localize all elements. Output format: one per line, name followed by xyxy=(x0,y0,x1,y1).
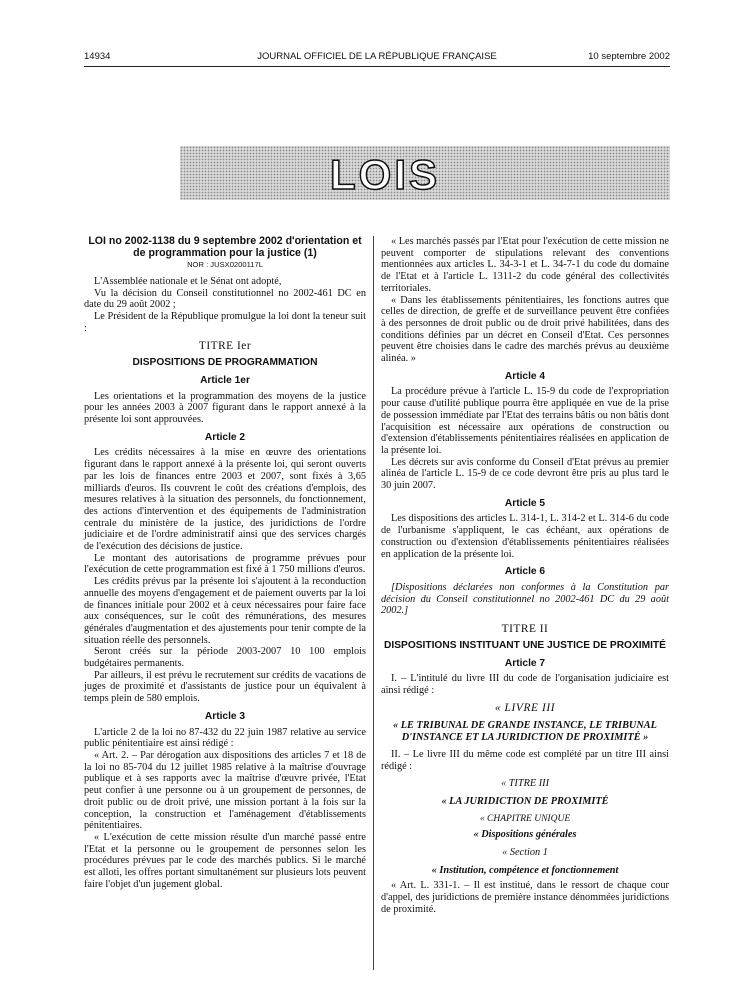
paragraph: Par ailleurs, il est prévu le recrutement sur crédits de vacations de juges de proximité et d'assistants de justice pour un équivalent à temps plein de 580 emplois. xyxy=(84,669,366,705)
paragraph: Les crédits nécessaires à la mise en œuvre des orientations figurant dans le rapport annexé à la présente loi, qui seront ouverts par les lois de finances entre 2003 et 2007, sont fixés à 3,65 milliards d'euros. Ils couvrent le coût des créations d'emplois, des mesures relatives à la situation des personnels, du fonctionnement, des actions d'intervention et des équipements de l'administration centrale du ministère de la justice, des juridictions de l'ordre judiciaire et de l'ordre administratif ainsi que des services chargés de l'exécution des décisions de justice. xyxy=(84,447,366,553)
article-heading: Article 6 xyxy=(504,566,546,578)
titre-heading: « TITRE III xyxy=(500,778,550,790)
paragraph: II. – Le livre III du même code est complété par un titre III ainsi rédigé : xyxy=(381,748,669,772)
section-title: « Institution, compétence et fonctionnement xyxy=(431,864,619,876)
paragraph: L'Assemblée nationale et le Sénat ont adopté, xyxy=(94,275,282,287)
chapitre-title: « Dispositions générales xyxy=(473,829,577,841)
paragraph: Les crédits prévus par la présente loi s'ajoutent à la reconduction annuelle des moyens d'engagement et de paiement ouverts par la loi de finances initiale pour 2002 et à ceux nécessaires pour faire face aux conséquences, sur le coût des rémunérations, des mesures générales d'augmentation et des ajustements pour tenir compte de la situation réelle des personnels. xyxy=(84,576,366,646)
article-heading: Article 4 xyxy=(504,370,546,382)
titre-title: « LA JURIDICTION DE PROXIMITÉ xyxy=(441,795,609,807)
titre-heading: TITRE Ier xyxy=(198,340,252,353)
paragraph: Seront créés sur la période 2003-2007 10 100 emplois budgétaires permanents. xyxy=(84,646,366,670)
section-banner-title: LOIS xyxy=(330,151,441,198)
column-divider xyxy=(373,236,374,970)
paragraph: Les décrets sur avis conforme du Conseil d'Etat prévus au premier alinéa de l'article L. 15-9 de ce code devront être pris au plus tard le 30 juin 2007. xyxy=(381,456,669,492)
paragraph: « Les marchés passés par l'Etat pour l'exécution de cette mission ne peuvent comporter de stipulations relevant des conventions mentionnées aux articles L. 34-3-1 et L. 34-7-1 du code du domaine de l'Etat et à l'article L. 1311-2 du code général des collectivités territoriales. xyxy=(381,236,669,294)
paragraph: Les orientations et la programmation des moyens de la justice pour les années 2003 à 2007 figurant dans le rapport annexé à la présente loi sont approuvées. xyxy=(84,390,366,426)
paragraph: La procédure prévue à l'article L. 15-9 du code de l'expropriation pour cause d'utilité publique pourra être appliquée en vue de la prise de possession immédiate par l'Etat des terrains bâtis ou non bâtis dont l'acquisition est nécessaire aux opérations de construction ou d'extension d'établissements pénitentiaires réalisées en application de la présente loi. xyxy=(381,386,669,456)
titre-heading: TITRE II xyxy=(501,623,549,636)
section-heading: « Section 1 xyxy=(502,847,548,859)
paragraph: Le montant des autorisations de programme prévues pour l'exécution de cette programmation est fixé à 1 750 millions d'euros. xyxy=(84,552,366,576)
chapitre-heading: « CHAPITRE UNIQUE xyxy=(479,813,571,824)
header-rule xyxy=(84,66,670,67)
livre-title: « LE TRIBUNAL DE GRANDE INSTANCE, LE TRIBUNAL D'INSTANCE ET LA JURIDICTION DE PROXIMITÉ » xyxy=(393,720,657,744)
paragraph: « Art. L. 331-1. – Il est institué, dans le ressort de chaque cour d'appel, des juridictions de première instance dénommées juridictions de proximité. xyxy=(381,880,669,915)
article-heading: Article 5 xyxy=(504,497,546,509)
titre-subheading: DISPOSITIONS DE PROGRAMMATION xyxy=(132,357,318,369)
titre-subheading: DISPOSITIONS INSTITUANT UNE JUSTICE DE PROXIMITÉ xyxy=(384,639,666,651)
article-note: [Dispositions déclarées non conformes à la Constitution par décision du Conseil constitutionnel no 2002-461 DC du 29 août 2002.] xyxy=(381,581,669,617)
section-banner xyxy=(180,146,670,200)
paragraph: Le Président de la République promulgue la loi dont la teneur suit : xyxy=(84,311,366,334)
paragraph: « L'exécution de cette mission résulte d'un marché passé entre l'Etat et la personne ou le groupement de personnes selon les procédures prévues par le code des marchés publics. Si le marché est alloti, les offres portant simultanément sur plusieurs lots peuvent faire l'objet d'un jugement global. xyxy=(84,831,366,890)
paragraph: Les dispositions des articles L. 314-1, L. 314-2 et L. 314-6 du code de l'urbanisme s'appliquent, le cas échéant, aux opérations de construction ou d'extension d'établissements pénitentiaires réalisées en application de la présente loi. xyxy=(381,513,669,560)
page-header xyxy=(84,51,670,65)
paragraph: « Art. 2. – Par dérogation aux dispositions des articles 7 et 18 de la loi no 85-704 du 12 juillet 1985 relative à la maîtrise d'ouvrage publique et à ses rapports avec la maîtrise d'œuvre privée, l'Etat peut confier à une personne ou à un groupement de personnes, de droit public ou de droit privé, une mission portant à la fois sur la conception, la construction et l'aménagement d'établissements pénitentiaires. xyxy=(84,750,366,832)
paragraph: L'article 2 de la loi no 87-432 du 22 juin 1987 relative au service public pénitentiaire est ainsi rédigé : xyxy=(84,726,366,750)
nor-reference: NOR : JUSX0200117L xyxy=(187,260,263,270)
article-heading: Article 3 xyxy=(204,710,246,722)
issue-date: 10 septembre 2002 xyxy=(588,51,670,62)
paragraph: I. – L'intitulé du livre III du code de l'organisation judiciaire est ainsi rédigé : xyxy=(381,673,669,696)
article-heading: Article 2 xyxy=(204,431,246,443)
article-heading: Article 7 xyxy=(504,657,546,669)
law-title: LOI no 2002-1138 du 9 septembre 2002 d'orientation et de programmation pour la justice (1) xyxy=(88,235,362,259)
article-heading: Article 1er xyxy=(200,374,250,386)
paragraph: « Dans les établissements pénitentiaires, les fonctions autres que celles de direction, de greffe et de surveillance peuvent être confiées à des personnes de droit public ou de droit privé habilitées, dans des conditions définies par un décret en Conseil d'Etat. Ces personnes peuvent être choisies dans le cadre des marchés prévus au deuxième alinéa. » xyxy=(381,294,669,365)
page-number: 14934 xyxy=(84,51,111,62)
journal-title: JOURNAL OFFICIEL DE LA RÉPUBLIQUE FRANÇAISE xyxy=(257,51,497,62)
paragraph: Vu la décision du Conseil constitutionnel no 2002-461 DC en date du 29 août 2002 ; xyxy=(84,287,366,311)
livre-heading: « LIVRE III xyxy=(494,701,556,714)
left-column xyxy=(84,236,366,890)
right-column xyxy=(381,236,669,916)
